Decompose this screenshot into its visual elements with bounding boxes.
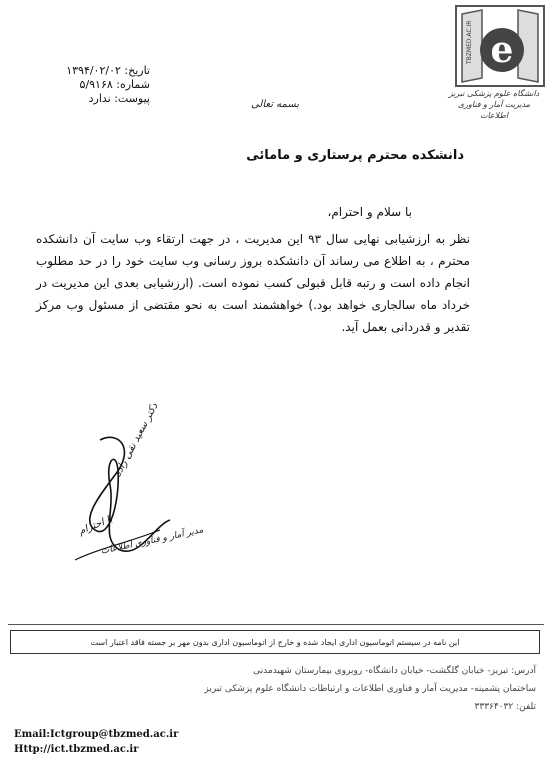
letter-attachment: پیوست: ندارد [88, 92, 150, 105]
signature-block [60, 401, 210, 580]
logo-department-name: مدیریت آمار و فناوری اطلاعات [457, 100, 531, 120]
address-line-1: آدرس: تبریز- خیابان گلگشت- خیابان دانشگاه- روبروی بیمارستان شهیدمدنی [253, 666, 536, 676]
letter-salutation: با سلام و احترام، [327, 205, 412, 219]
logo-acronym: TBZMED.AC.IR [466, 20, 473, 64]
automation-notice-text: این نامه در سیستم اتوماسیون اداری ایجاد شده و خارج از اتوماسیون اداری بدون مهر بر جسته فاقد اعتبار است [90, 637, 460, 647]
phone-number: تلفن: ۳۳۳۶۴۰۳۲ [474, 702, 536, 712]
address-line-2: ساختمان پشمینه- مدیریت آمار و فناوری اطلاعات و ارتباطات دانشگاه علوم پزشکی تبریز [204, 684, 536, 694]
letter-meta [20, 64, 150, 106]
basmala: بسمه تعالی [250, 99, 300, 110]
email-link[interactable]: Email:Ictgroup@tbzmed.ac.ir [14, 729, 179, 740]
book-emblem-icon [452, 4, 548, 88]
logo-university-name: دانشگاه علوم پزشکی تبریز [448, 89, 540, 98]
signature-closing: با احترام [77, 513, 115, 538]
footer-address [116, 662, 536, 716]
letter-number: شماره: ۵/۹۱۶۸ [79, 78, 150, 91]
signatory-name: دکتر سعید نقی زاده [112, 401, 161, 480]
letter-body: نظر به ارزشیابی نهایی سال ۹۳ این مدیریت ، در جهت ارتقاء وب سایت آن دانشکده محترم ، به اطلاع می رساند آن دانشکده بروز رسانی وب سایت خود را در حد مطلوب انجام داده است و رتبه قابل قبولی کسب نموده است. (ارزشیابی بعدی این مدیریت در خرداد ماه سالجاری خواهد بود.) خواهشمند است به نحو مقتضی از مسئول وب مرکز تقدیر و قدردانی بعمل آید. [36, 232, 470, 334]
automation-notice [10, 630, 540, 654]
website-link[interactable]: Http://ict.tbzmed.ac.ir [14, 744, 139, 755]
letter-date: تاریخ: ۱۳۹۴/۰۲/۰۲ [66, 64, 150, 77]
footer-divider [8, 624, 544, 625]
footer-contact [14, 727, 178, 757]
signatory-title: مدیر آمار و فناوری اطلاعات [100, 525, 205, 557]
svg-text:e: e [490, 29, 514, 71]
letter-recipient: دانشکده محترم پرستاری و مامائی [246, 148, 464, 163]
university-logo [448, 4, 548, 122]
